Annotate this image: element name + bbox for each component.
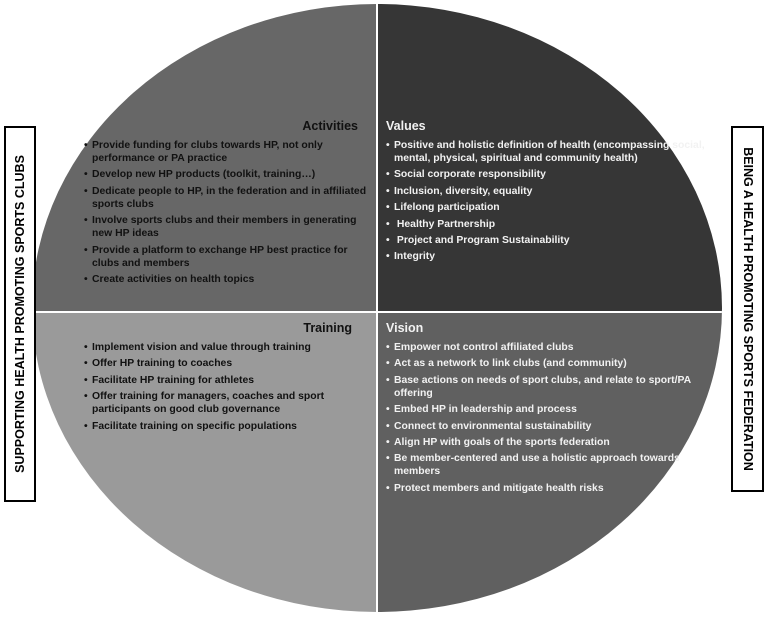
- right-side-label-box: [731, 126, 764, 492]
- activities-item: • Involve sports clubs and their members in generating new HP ideas: [84, 214, 374, 240]
- activities-item: • Provide funding for clubs towards HP, not only performance or PA practice: [84, 139, 374, 165]
- training-item: • Offer HP training to coaches: [84, 357, 374, 370]
- left-side-label-box: [4, 126, 36, 502]
- activities-item: • Dedicate people to HP, in the federation and in affiliated sports clubs: [84, 185, 374, 211]
- activities-item: • Develop new HP products (toolkit, training…): [84, 168, 374, 181]
- values-item: • Lifelong participation: [386, 201, 716, 214]
- values-item: • Healthy Partnership: [386, 218, 716, 231]
- vision-item: • Empower not control affiliated clubs: [386, 341, 716, 354]
- values-item: • Integrity: [386, 250, 716, 263]
- training-item: • Offer training for managers, coaches and sport participants on good club governance: [84, 390, 374, 416]
- vision-item: • Align HP with goals of the sports federation: [386, 436, 716, 449]
- activities-section: [84, 119, 374, 289]
- training-title: Training: [303, 321, 352, 335]
- training-item: • Facilitate training on specific populations: [84, 420, 374, 433]
- values-list: [386, 139, 716, 263]
- values-item: • Project and Program Sustainability: [386, 234, 716, 247]
- values-section: [386, 119, 716, 267]
- values-item: • Social corporate responsibility: [386, 168, 716, 181]
- activities-title: Activities: [302, 119, 358, 133]
- vision-item: • Protect members and mitigate health risks: [386, 482, 716, 495]
- vision-list: [386, 341, 716, 495]
- training-section: [84, 321, 374, 436]
- vision-item: • Act as a network to link clubs (and community): [386, 357, 716, 370]
- vision-item: • Base actions on needs of sport clubs, and relate to sport/PA offering: [386, 374, 716, 400]
- vision-item: • Connect to environmental sustainability: [386, 420, 716, 433]
- training-list: [84, 341, 374, 433]
- vision-item: • Be member-centered and use a holistic approach towards members: [386, 452, 716, 478]
- vision-section: [386, 321, 716, 498]
- activities-item: • Create activities on health topics: [84, 273, 374, 286]
- values-item: • Positive and holistic definition of health (encompassing social, mental, physical, spiritual and community health): [386, 139, 716, 165]
- activities-list: [84, 139, 374, 286]
- left-side-label: SUPPORTING HEALTH PROMOTING SPORTS CLUBS: [13, 155, 27, 473]
- activities-item: • Provide a platform to exchange HP best practice for clubs and members: [84, 244, 374, 270]
- training-item: • Facilitate HP training for athletes: [84, 374, 374, 387]
- training-item: • Implement vision and value through training: [84, 341, 374, 354]
- values-item: • Inclusion, diversity, equality: [386, 185, 716, 198]
- right-side-label: BEING A HEALTH PROMOTING SPORTS FEDERATION: [740, 147, 755, 471]
- vision-title: Vision: [386, 321, 424, 335]
- values-title: Values: [386, 119, 426, 133]
- vision-item: • Embed HP in leadership and process: [386, 403, 716, 416]
